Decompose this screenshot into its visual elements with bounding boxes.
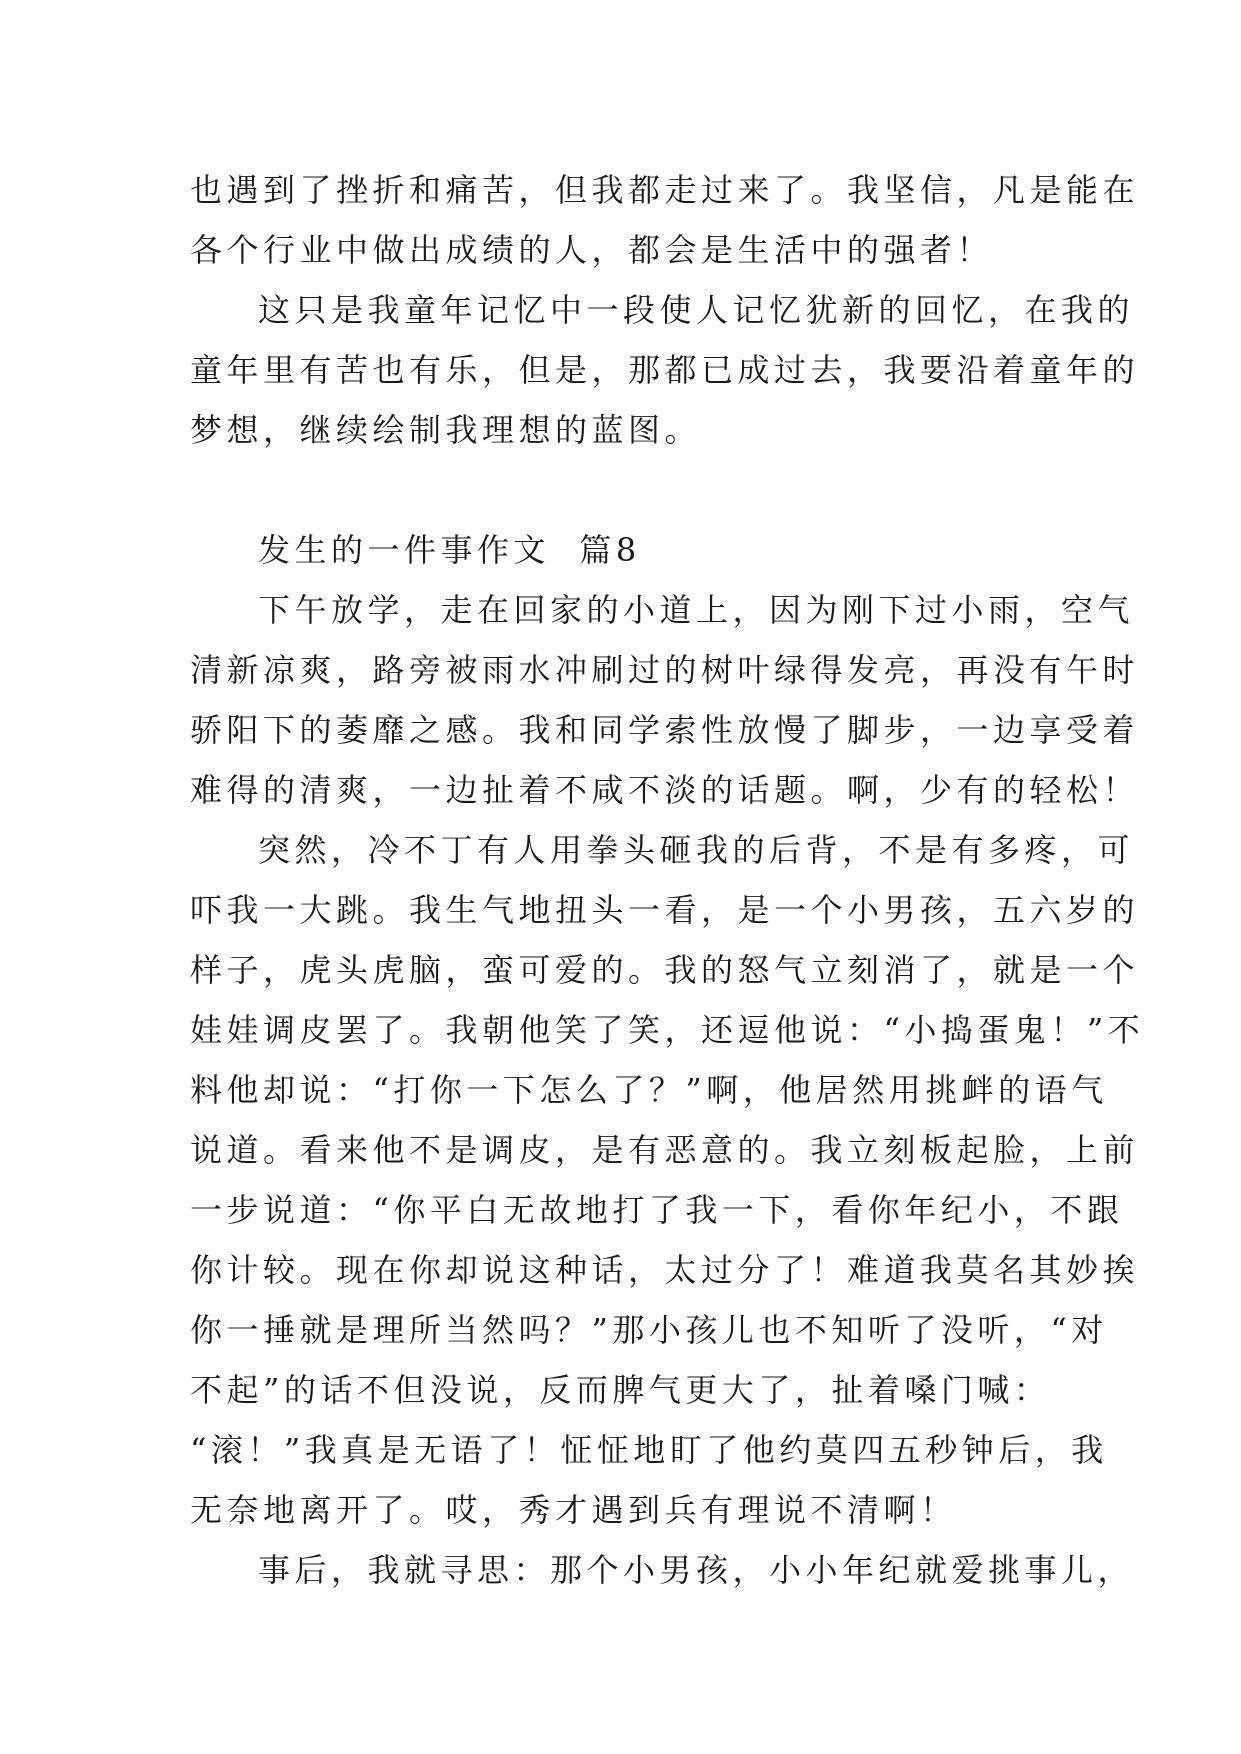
blank-line bbox=[190, 460, 1050, 520]
paragraph-start: 突然，冷不丁有人用拳头砸我的后背，不是有多疼，可 bbox=[258, 831, 1135, 869]
text-line: 不起”的话不但没说，反而脾气更大了，扯着嗓门喊： bbox=[190, 1371, 1051, 1409]
text-line: 也遇到了挫折和痛苦，但我都走过来了。我坚信，凡是能在 bbox=[190, 171, 1140, 209]
section-heading: 发生的一件事作文 篇8 bbox=[258, 531, 641, 569]
text-line: 难得的清爽，一边扯着不咸不淡的话题。啊，少有的轻松！ bbox=[190, 771, 1140, 809]
text-line: 娃娃调皮罢了。我朝他笑了笑，还逗他说：“小捣蛋鬼！”不 bbox=[190, 1011, 1145, 1049]
text-line: 一步说道：“你平白无故地打了我一下，看你年纪小，不跟 bbox=[190, 1191, 1124, 1229]
text-line: 童年里有苦也有乐，但是，那都已成过去，我要沿着童年的 bbox=[190, 351, 1140, 389]
text-line: 吓我一大跳。我生气地扭头一看，是一个小男孩，五六岁的 bbox=[190, 891, 1140, 929]
text-line: 你一捶就是理所当然吗？”那小孩儿也不知听了没听，“对 bbox=[190, 1311, 1108, 1349]
text-line: 清新凉爽，路旁被雨水冲刷过的树叶绿得发亮，再没有午时 bbox=[190, 651, 1140, 689]
text-line: 样子，虎头虎脑，蛮可爱的。我的怒气立刻消了，就是一个 bbox=[190, 951, 1140, 989]
text-line: 你计较。现在你却说这种话，太过分了！难道我莫名其妙挨 bbox=[190, 1251, 1140, 1289]
text-line: 梦想，继续绘制我理想的蓝图。 bbox=[190, 411, 702, 449]
paragraph-start: 下午放学，走在回家的小道上，因为刚下过小雨，空气 bbox=[258, 591, 1135, 629]
text-line: 骄阳下的萎靡之感。我和同学索性放慢了脚步，一边享受着 bbox=[190, 711, 1140, 749]
paragraph-start: 这只是我童年记忆中一段使人记忆犹新的回忆，在我的 bbox=[258, 291, 1135, 329]
text-line: 说道。看来他不是调皮，是有恶意的。我立刻板起脸，上前 bbox=[190, 1131, 1140, 1169]
text-line: 料他却说：“打你一下怎么了？”啊，他居然用挑衅的语气 bbox=[190, 1071, 1108, 1109]
document-page bbox=[190, 160, 1145, 1600]
text-line: 各个行业中做出成绩的人，都会是生活中的强者！ bbox=[190, 231, 994, 269]
paragraph-start: 事后，我就寻思：那个小男孩，小小年纪就爱挑事儿， bbox=[258, 1551, 1135, 1589]
text-line: “滚！”我真是无语了！怔怔地盯了他约莫四五秒钟后，我 bbox=[190, 1431, 1108, 1469]
text-line: 无奈地离开了。哎，秀才遇到兵有理说不清啊！ bbox=[190, 1491, 957, 1529]
